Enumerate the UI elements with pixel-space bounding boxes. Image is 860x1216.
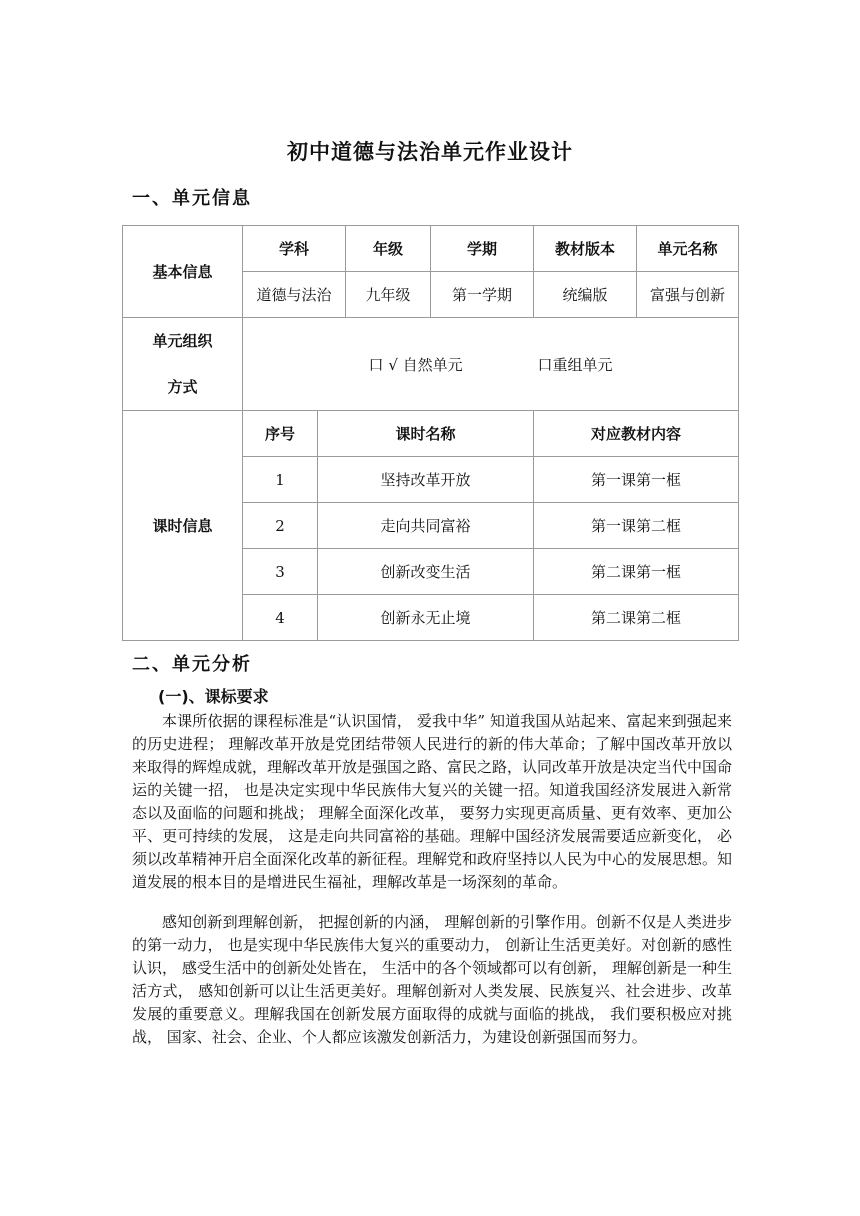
lesson-content: 第二课第二框: [534, 595, 739, 641]
natural-unit-checkbox[interactable]: 口 √ 自然单元: [368, 355, 463, 374]
value-grade: 九年级: [346, 272, 431, 318]
value-unit-name: 富强与创新: [637, 272, 739, 318]
header-subject: 学科: [243, 226, 346, 272]
curriculum-paragraph-1: 本课所依据的课程标准是“认识国情， 爱我中华” 知道我国从站起来、富起来到强起来的历史进程； 理解改革开放是党团结带领人民进行的新的伟大革命；了解中国改革开放以来取得的辉煌成就，理解改革开放是强国之路、富民之路，认同改革开放是决定当代中国命运的关键一招， 也是决定实现中华民族伟大复兴的关键一招。知道我国经济发展进入新常态以及面临的问题和挑战； 理解全面深化改革， 要努力实现更高质量、更有效率、更加公平、更可持续的发展， 这是走向共同富裕的基础。理解中国经济发展需要适应新变化， 必须以改革精神开启全面深化改革的新征程。理解党和政府坚持以人民为中心的发展思想。知道发展的根本目的是增进民生福祉，理解改革是一场深刻的革命。: [132, 712, 733, 891]
lesson-no: 3: [243, 549, 318, 595]
unit-organization-label: [123, 318, 243, 411]
page-title: 初中道德与法治单元作业设计: [287, 140, 573, 164]
value-edition: 统编版: [534, 272, 637, 318]
basic-info-label: 基本信息: [123, 226, 243, 318]
lesson-content: 第一课第二框: [534, 503, 739, 549]
value-subject: 道德与法治: [243, 272, 346, 318]
header-term: 学期: [431, 226, 534, 272]
lesson-name: 走向共同富裕: [318, 503, 534, 549]
header-grade: 年级: [346, 226, 431, 272]
unit-info-table: [122, 225, 739, 641]
section-heading-unit-analysis: 二、单元分析: [132, 654, 252, 675]
header-unit-name: 单元名称: [637, 226, 739, 272]
lesson-name: 坚持改革开放: [318, 457, 534, 503]
header-textbook-content: 对应教材内容: [534, 411, 739, 457]
header-lesson-name: 课时名称: [318, 411, 534, 457]
section-heading-unit-info: 一、单元信息: [132, 188, 252, 209]
lesson-content: 第一课第一框: [534, 457, 739, 503]
regrouped-unit-checkbox[interactable]: 口重组单元: [537, 355, 613, 374]
subsection-heading-curriculum: (一)、课标要求: [158, 687, 269, 706]
lesson-name: 创新永无止境: [318, 595, 534, 641]
lesson-no: 2: [243, 503, 318, 549]
org-label-line2: 方式: [167, 378, 198, 396]
curriculum-paragraph-2: 感知创新到理解创新， 把握创新的内涵， 理解创新的引擎作用。创新不仅是人类进步的第一动力， 也是实现中华民族伟大复兴的重要动力， 创新让生活更美好。对创新的感性认识， 感受生活中的创新处处皆在， 生活中的各个领域都可以有创新， 理解创新是一种生活方式， 感知创新可以让生活更美好。理解创新对人类发展、民族复兴、社会进步、改革发展的重要意义。理解我国在创新发展方面取得的成就与面临的挑战， 我们要积极应对挑战， 国家、社会、企业、个人都应该激发创新活力，为建设创新强国而努力。: [132, 913, 732, 1046]
header-edition: 教材版本: [534, 226, 637, 272]
header-lesson-no: 序号: [243, 411, 318, 457]
lesson-no: 1: [243, 457, 318, 503]
lesson-no: 4: [243, 595, 318, 641]
lesson-name: 创新改变生活: [318, 549, 534, 595]
unit-organization-options: [243, 318, 739, 411]
lesson-content: 第二课第一框: [534, 549, 739, 595]
lesson-info-label: 课时信息: [123, 411, 243, 641]
org-label-line1: 单元组织: [152, 332, 213, 350]
value-term: 第一学期: [431, 272, 534, 318]
